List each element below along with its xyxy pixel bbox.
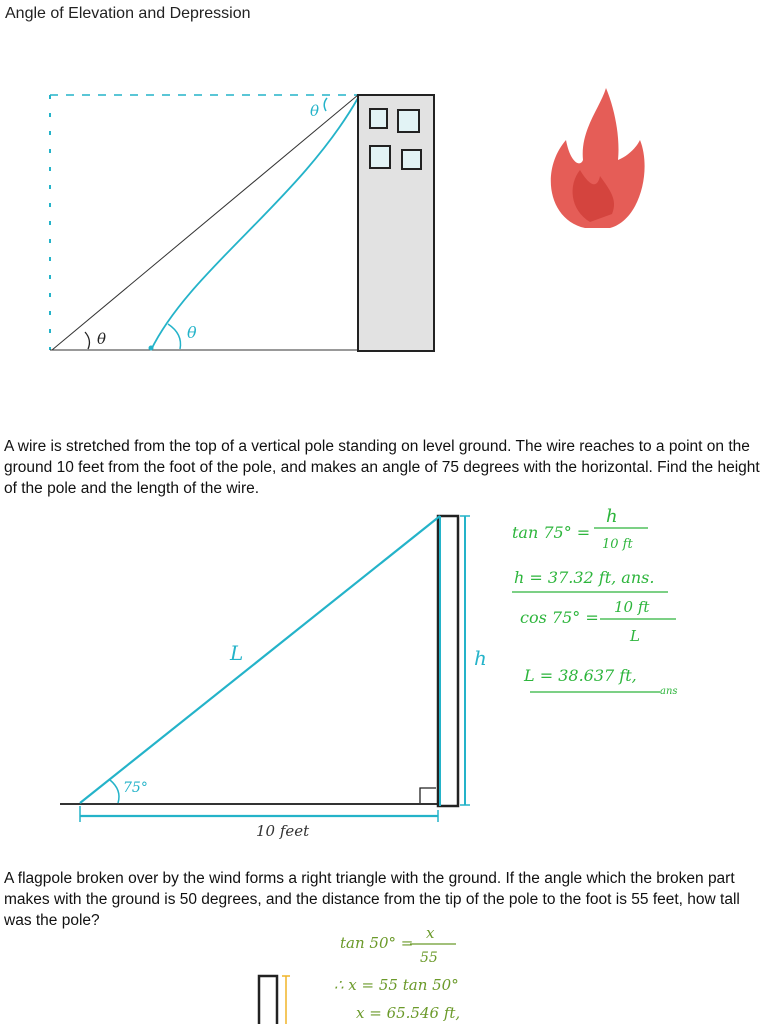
angle-label-top: θ bbox=[310, 102, 320, 120]
solution-1-line2: h = 37.32 ft, ans. bbox=[514, 568, 655, 587]
flagpole-stub bbox=[259, 976, 277, 1024]
solution-1-line3-denominator: L bbox=[630, 627, 640, 645]
wire-label: L bbox=[230, 641, 244, 665]
solution-2-line1: tan 50° = bbox=[340, 934, 414, 952]
height-label: h bbox=[474, 646, 487, 670]
solution-1-line3: cos 75° = bbox=[520, 608, 599, 627]
page-title: Angle of Elevation and Depression bbox=[5, 5, 251, 22]
solution-1-line4: L = 38.637 ft, bbox=[524, 666, 637, 685]
solution-2-line1-numerator: x bbox=[426, 924, 435, 942]
solution-2-line3: x = 65.546 ft, bbox=[356, 1004, 461, 1022]
angle-label-75: 75° bbox=[123, 780, 148, 796]
problem-1-text: A wire is stretched from the top of a vertical pole standing on level ground. The wire reaches to a point on the ground 10 feet from the foot of the pole, and makes an angle of 75 degrees with the horizontal. Find the height of the pole and the length of the wire. bbox=[4, 438, 760, 497]
problem-2-text: A flagpole broken over by the wind forms a right triangle with the ground. If the angle which the broken part makes with the ground is 50 degrees, and the distance from the tip of the pole to the foot is 55 feet, how tall was the pole? bbox=[4, 870, 740, 929]
solution-1-line1-numerator: h bbox=[606, 506, 618, 527]
solution-1-line3-numerator: 10 ft bbox=[614, 598, 650, 616]
solution-2-line2: ∴ x = 55 tan 50° bbox=[334, 976, 459, 994]
angle-label-middle: θ bbox=[187, 323, 197, 342]
solution-1-line1-denominator: 10 ft bbox=[602, 537, 633, 552]
solution-1-line1: tan 75° = bbox=[512, 523, 591, 542]
base-label: 10 feet bbox=[256, 822, 310, 840]
solution-2 bbox=[334, 924, 460, 1022]
angle-label-bottom: θ bbox=[97, 330, 107, 348]
solution-1-line4-ans: ans bbox=[660, 686, 678, 697]
solution-2-line1-denominator: 55 bbox=[420, 950, 438, 966]
